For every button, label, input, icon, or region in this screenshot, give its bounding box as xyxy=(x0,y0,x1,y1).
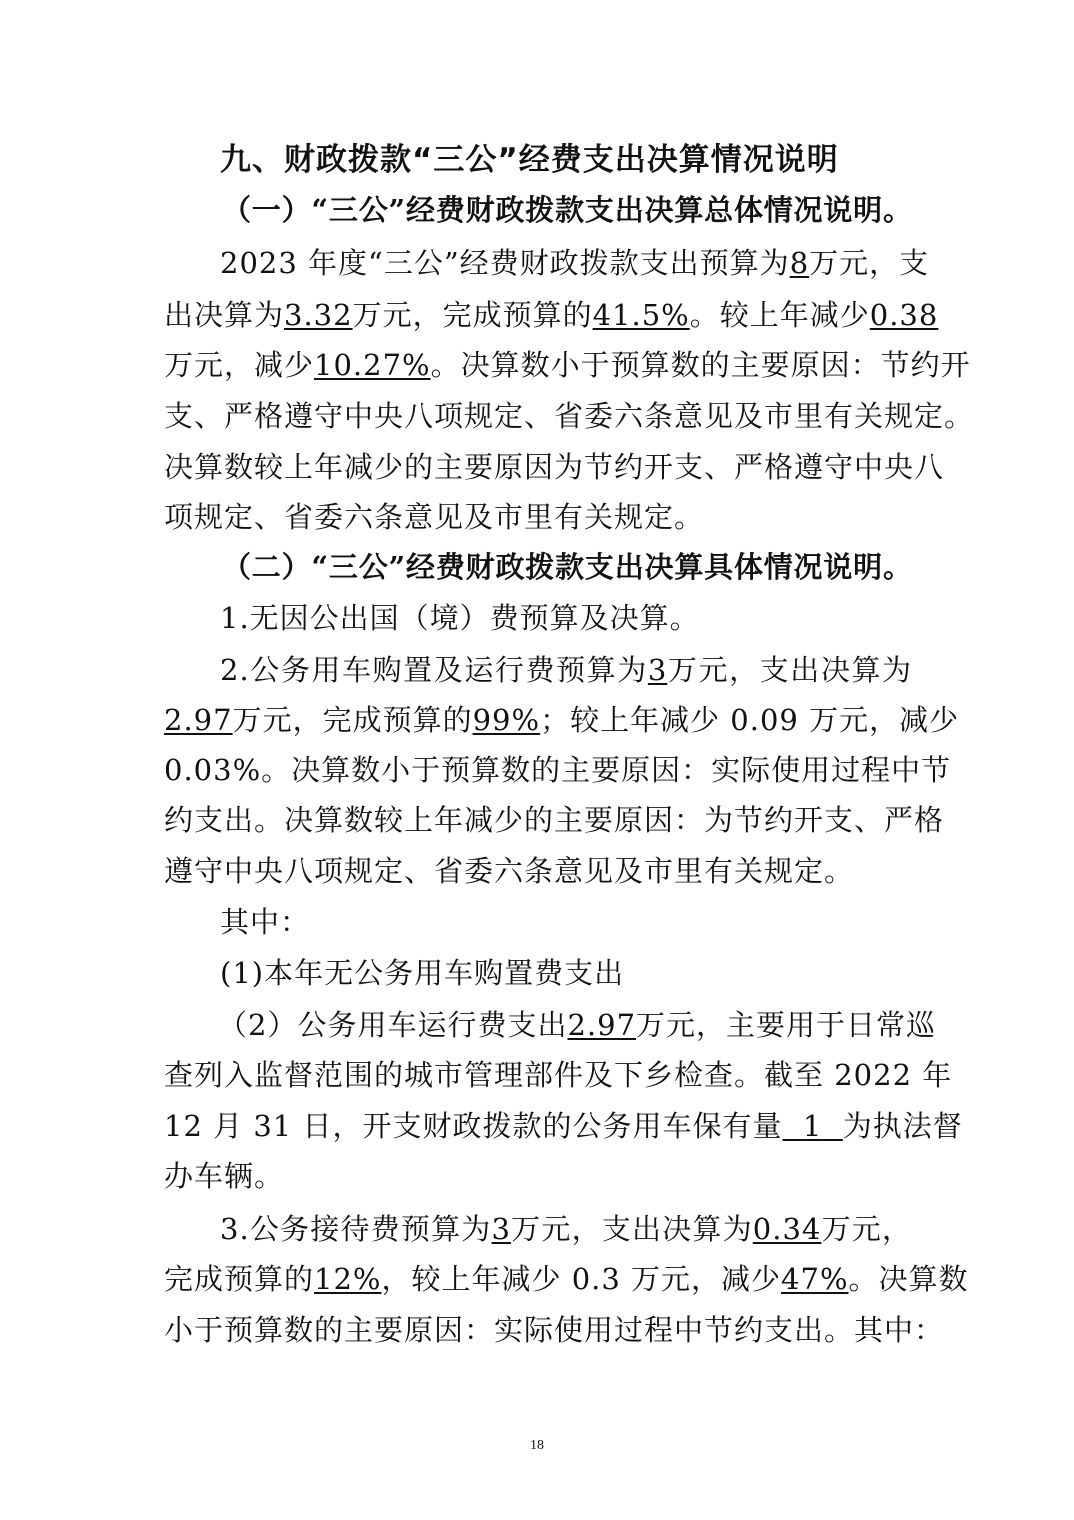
section-heading: 九、财政拨款“三公”经费支出决算情况说明 xyxy=(220,142,839,178)
reception-decrease-pct-value: 47% xyxy=(781,1262,849,1296)
paragraph-line: 完成预算的12%，较上年减少 0.3 万元，减少47%。决算数 xyxy=(164,1262,969,1296)
qizhong-label: 其中： xyxy=(220,905,311,939)
paragraph-line: 约支出。决算数较上年减少的主要原因：为节约开支、严格 xyxy=(164,803,945,837)
running-cost-value: 2.97 xyxy=(567,1008,637,1042)
paragraph-line: 2.公务用车购置及运行费预算为3万元，支出决算为 xyxy=(220,653,912,687)
budget-value: 8 xyxy=(789,246,810,280)
paragraph-line: 2.97万元，完成预算的99%；较上年减少 0.09 万元，减少 xyxy=(164,703,960,737)
item-1: 1.无因公出国（境）费预算及决算。 xyxy=(220,601,700,635)
paragraph-line: 决算数较上年减少的主要原因为节约开支、严格遵守中央八 xyxy=(164,450,945,484)
paragraph-line: 办车辆。 xyxy=(164,1159,285,1193)
reception-budget-value: 3 xyxy=(491,1212,511,1246)
vehicle-completion-value: 99% xyxy=(472,703,541,737)
paragraph-line: 项规定、省委六条意见及市里有关规定。 xyxy=(164,500,705,534)
subsection-title-1: （一）“三公”经费财政拨款支出决算总体情况说明。 xyxy=(222,193,912,227)
vehicle-count-value: 1 xyxy=(802,1109,823,1143)
vehicle-budget-value: 3 xyxy=(647,653,668,687)
paragraph-line: 遵守中央八项规定、省委六条意见及市里有关规定。 xyxy=(164,854,855,888)
paragraph-line: 查列入监督范围的城市管理部件及下乡检查。截至 2022 年 xyxy=(164,1058,953,1092)
completion-value: 41.5% xyxy=(592,298,690,332)
paragraph-line: 小于预算数的主要原因：实际使用过程中节约支出。其中： xyxy=(164,1313,945,1347)
reception-completion-value: 12% xyxy=(314,1262,382,1296)
decrease-value: 0.38 xyxy=(869,298,939,332)
paragraph-line: 3.公务接待费预算为3万元，支出决算为0.34万元， xyxy=(220,1212,912,1246)
paragraph-line: 支、严格遵守中央八项规定、省委六条意见及市里有关规定。 xyxy=(164,399,975,433)
page-number: 18 xyxy=(530,1438,544,1453)
paragraph-line: 2023 年度“三公”经费财政拨款支出预算为8万元，支 xyxy=(220,246,930,280)
paragraph-line: 万元，减少10.27%。决算数小于预算数的主要原因：节约开 xyxy=(164,348,971,382)
paragraph-line: 出决算为3.32万元，完成预算的41.5%。较上年减少0.38 xyxy=(164,298,939,332)
subsection-title-2: （二）“三公”经费财政拨款支出决算具体情况说明。 xyxy=(222,550,912,584)
paragraph-line: （2）公务用车运行费支出2.97万元，主要用于日常巡 xyxy=(218,1008,937,1042)
paragraph-line: 0.03%。决算数小于预算数的主要原因：实际使用过程中节 xyxy=(164,753,952,787)
decrease-pct-value: 10.27% xyxy=(314,348,431,382)
sub-item-1: (1)本年无公务用车购置费支出 xyxy=(220,956,625,990)
actual-value: 3.32 xyxy=(284,298,353,332)
reception-actual-value: 0.34 xyxy=(752,1212,822,1246)
paragraph-line: 12 月 31 日，开支财政拨款的公务用车保有量 1 为执法督 xyxy=(164,1109,963,1143)
vehicle-actual-value: 2.97 xyxy=(164,703,233,737)
